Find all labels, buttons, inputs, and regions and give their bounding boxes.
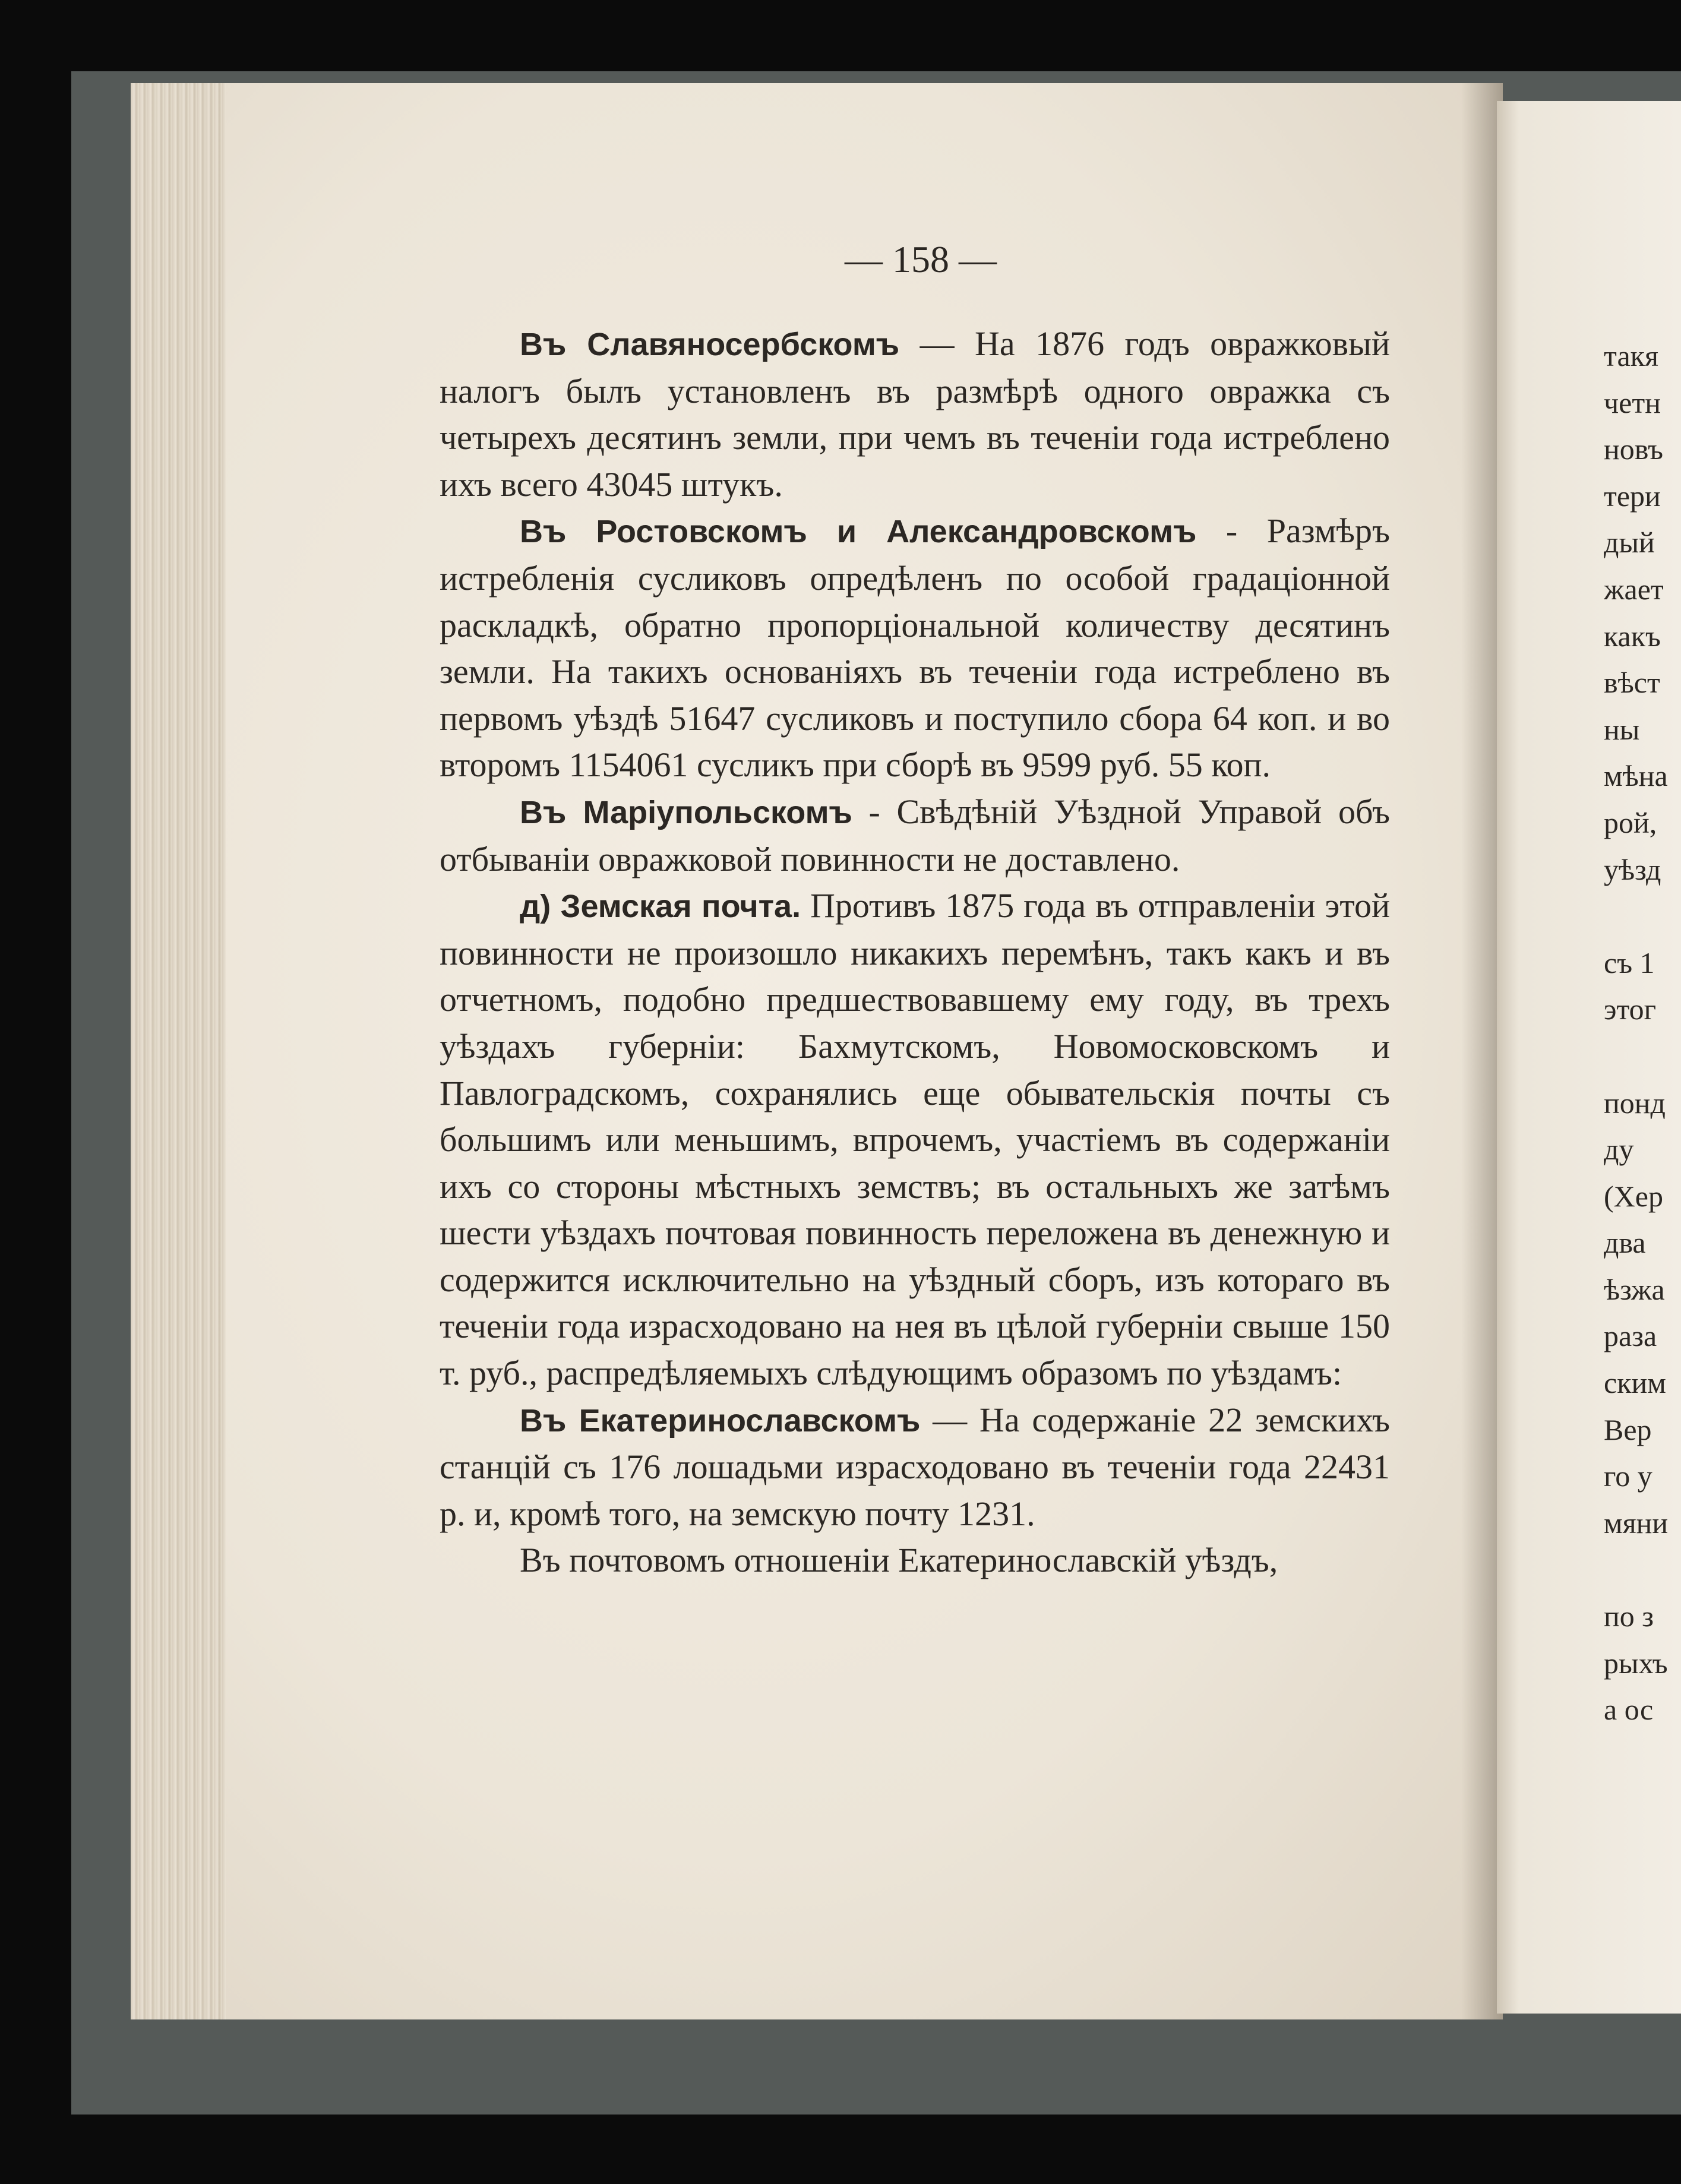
right-line: уѣзд: [1604, 852, 1661, 886]
right-line: [1604, 893, 1681, 940]
right-line: а ос: [1604, 1693, 1654, 1727]
right-line: два: [1604, 1226, 1646, 1260]
right-line: по з: [1604, 1600, 1654, 1633]
paragraph-postal: [440, 1537, 1390, 1584]
right-line: четн: [1604, 385, 1661, 419]
right-line: дый: [1604, 526, 1655, 560]
paragraph-body: Противъ 1875 года въ отправленіи этой повинности не произошло никакихъ перемѣнъ, такъ какъ и въ отчетномъ, подобно предшествовавшему ему году, въ трехъ уѣздахъ губерніи: Бахмутскомъ, Новомосковскомъ и Павлоградскомъ, сохранялись еще обывательскія почты съ большимъ или меньшимъ, впрочемъ, участіемъ въ содержаніи ихъ со стороны мѣстныхъ земствъ; въ остальныхъ же затѣмъ шести уѣздахъ почтовая повинность переложена въ денежную и содержится исключительно на уѣздный сборъ, изъ котораго въ теченіи года израсходовано на нея въ цѣлой губерніи свыше 150 т. руб., распредѣляемыхъ слѣдующимъ образомъ по уѣздамъ:: [440, 886, 1390, 1393]
right-line: ны: [1604, 712, 1640, 746]
right-line: мѣна: [1604, 759, 1668, 793]
right-line: раза: [1604, 1319, 1657, 1353]
right-line: го у: [1604, 1459, 1652, 1493]
right-line: ѣзжа: [1604, 1272, 1665, 1306]
page-text: [440, 321, 1390, 1584]
paragraph-body: Въ почтовомъ отношеніи Екатеринославскій уѣздъ,: [520, 1541, 1278, 1580]
paragraph-ekaterinoslav: [440, 1397, 1390, 1538]
right-line: тери: [1604, 479, 1661, 513]
paragraph-lead: Въ Ростовскомъ и Александровскомъ: [520, 514, 1197, 550]
right-line: ду: [1604, 1133, 1634, 1167]
page-number: — 158 —: [845, 238, 997, 280]
paragraph-body: - Размѣръ истребленія сусликовъ опредѣленъ по особой градаціонной раскладкѣ, обратно пропорціональной количеству десятинъ земли. На такихъ основаніяхъ въ теченіи года истреблено въ первомъ уѣздѣ 51647 сусликовъ и поступило сбора 64 коп. и во второмъ 1154061 сусликъ при сборѣ въ 9599 руб. 55 коп.: [440, 511, 1391, 785]
paragraph-body: - Свѣдѣній Уѣздной Управой объ отбываніи овражковой повинности не доставлено.: [440, 792, 1390, 878]
right-line: Вер: [1604, 1412, 1652, 1446]
right-line: новъ: [1604, 432, 1663, 466]
right-line: рой,: [1604, 805, 1657, 839]
right-line: мяни: [1604, 1506, 1669, 1540]
right-line: вѣст: [1604, 666, 1660, 700]
paragraph-lead: Въ Екатеринославскомъ: [520, 1402, 921, 1439]
right-line: съ 1: [1604, 946, 1655, 979]
paragraph-body: — На содержаніе 22 земскихъ станцій съ 176 лошадьми израсходовано въ теченіи года 22431 р. и, кромѣ того, на земскую почту 1231.: [440, 1400, 1390, 1533]
right-line: какъ: [1604, 619, 1661, 653]
right-line: (Хер: [1604, 1179, 1663, 1213]
paragraph-body: — На 1876 годъ овражковый налогъ былъ установленъ въ размѣрѣ одного овражка съ четырехъ десятинъ земли, при чемъ въ теченіи года истреблено ихъ всего 43045 штукъ.: [440, 324, 1390, 504]
paragraph-zemskaya-pochta: [440, 883, 1390, 1397]
right-line: понд: [1604, 1086, 1666, 1120]
paragraph-lead: Въ Маріупольскомъ: [520, 794, 852, 830]
paragraph-rostov: [440, 508, 1390, 789]
right-line: ским: [1604, 1366, 1666, 1400]
right-page-text: [1604, 333, 1681, 1733]
paragraph-mariupol: [440, 789, 1390, 883]
right-line: рыхъ: [1604, 1646, 1668, 1680]
paragraph-lead: д) Земская почта.: [520, 889, 801, 925]
right-line: жает: [1604, 572, 1664, 606]
paragraph-lead: Въ Славяносербскомъ: [520, 327, 900, 362]
right-line: этог: [1604, 993, 1657, 1026]
page-edges: [131, 83, 232, 2019]
right-line: такя: [1604, 339, 1658, 372]
right-line: [1604, 1033, 1681, 1080]
paragraph-slavyanoserbsk: [440, 321, 1390, 508]
right-line: [1604, 1546, 1681, 1593]
